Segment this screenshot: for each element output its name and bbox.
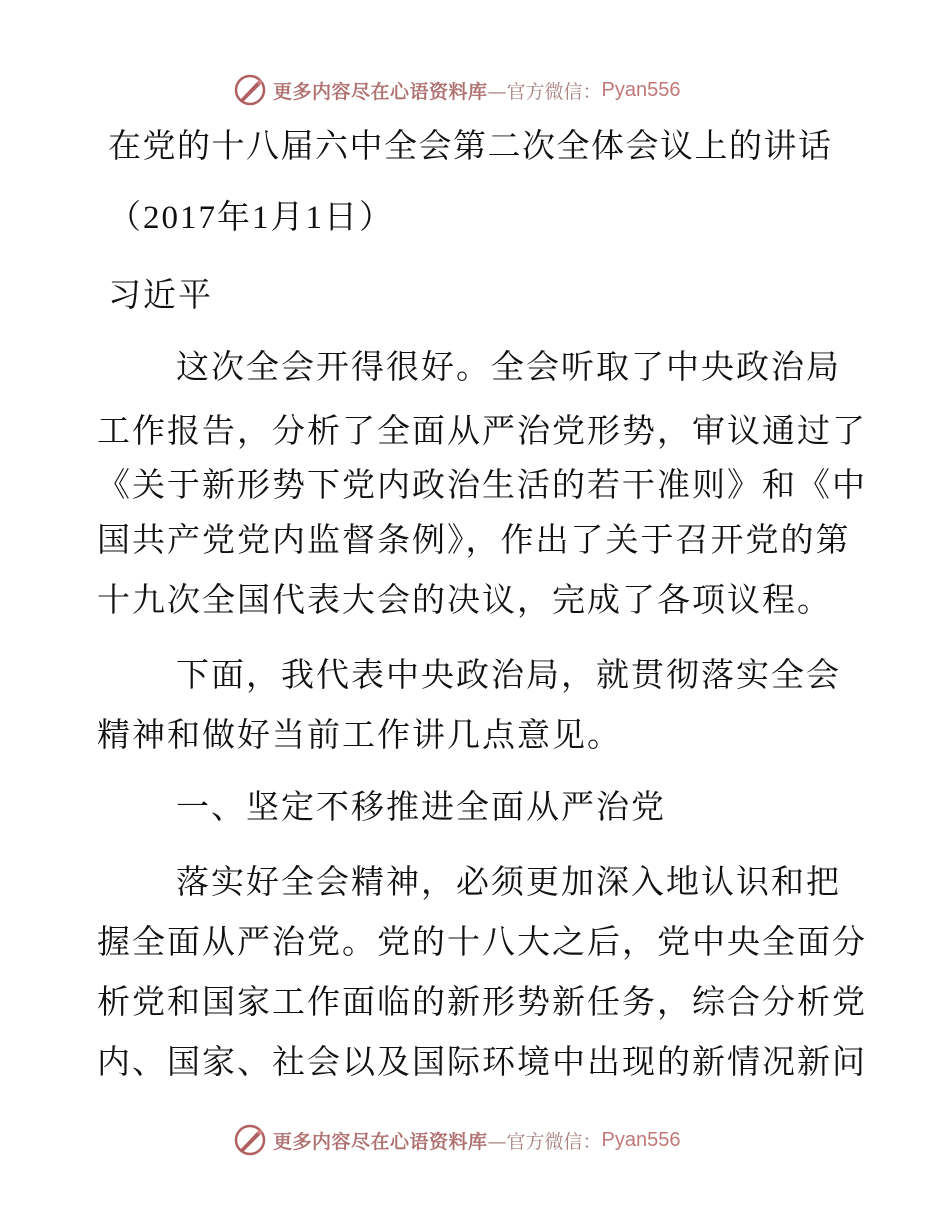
document-title: 在党的十八届六中全会第二次全体会议上的讲话 <box>108 126 833 165</box>
pen-logo-icon <box>233 1123 267 1157</box>
paragraph-line: 内、国家、社会以及国际环境中出现的新情况新问 <box>97 1042 867 1081</box>
watermark-footer <box>233 1122 681 1158</box>
watermark-header <box>233 72 681 108</box>
paragraph-line: 十九次全国代表大会的决议，完成了各项议程。 <box>97 580 832 619</box>
watermark-wechat-id: Pyan556 <box>601 78 681 101</box>
paragraph-line: 握全面从严治党。党的十八大之后，党中央全面分 <box>97 922 867 961</box>
paragraph-line: 《关于新形势下党内政治生活的若干准则》和《中 <box>97 465 867 504</box>
paragraph-line: 工作报告，分析了全面从严治党形势，审议通过了 <box>97 411 867 450</box>
section-heading: 一、坚定不移推进全面从严治党 <box>176 787 666 826</box>
watermark-wechat-id: Pyan556 <box>601 1128 681 1151</box>
watermark-main-text: 更多内容尽在心语资料库 <box>273 1130 488 1153</box>
paragraph-line: 这次全会开得很好。全会听取了中央政治局 <box>176 347 841 386</box>
paragraph-line: 落实好全会精神，必须更加深入地认识和把 <box>176 862 841 901</box>
paragraph-line: 下面，我代表中央政治局，就贯彻落实全会 <box>176 655 841 694</box>
document-date: （2017年1月1日） <box>108 200 394 236</box>
pen-logo-icon <box>233 73 267 107</box>
document-author: 习近平 <box>108 275 213 314</box>
paragraph-line: 精神和做好当前工作讲几点意见。 <box>97 715 622 754</box>
watermark-sub-text: —官方微信： <box>487 80 602 103</box>
watermark-main-text: 更多内容尽在心语资料库 <box>273 80 488 103</box>
paragraph-line: 国共产党党内监督条例》，作出了关于召开党的第 <box>97 520 851 559</box>
paragraph-line: 析党和国家工作面临的新形势新任务，综合分析党 <box>97 982 867 1021</box>
watermark-sub-text: —官方微信： <box>487 1130 602 1153</box>
